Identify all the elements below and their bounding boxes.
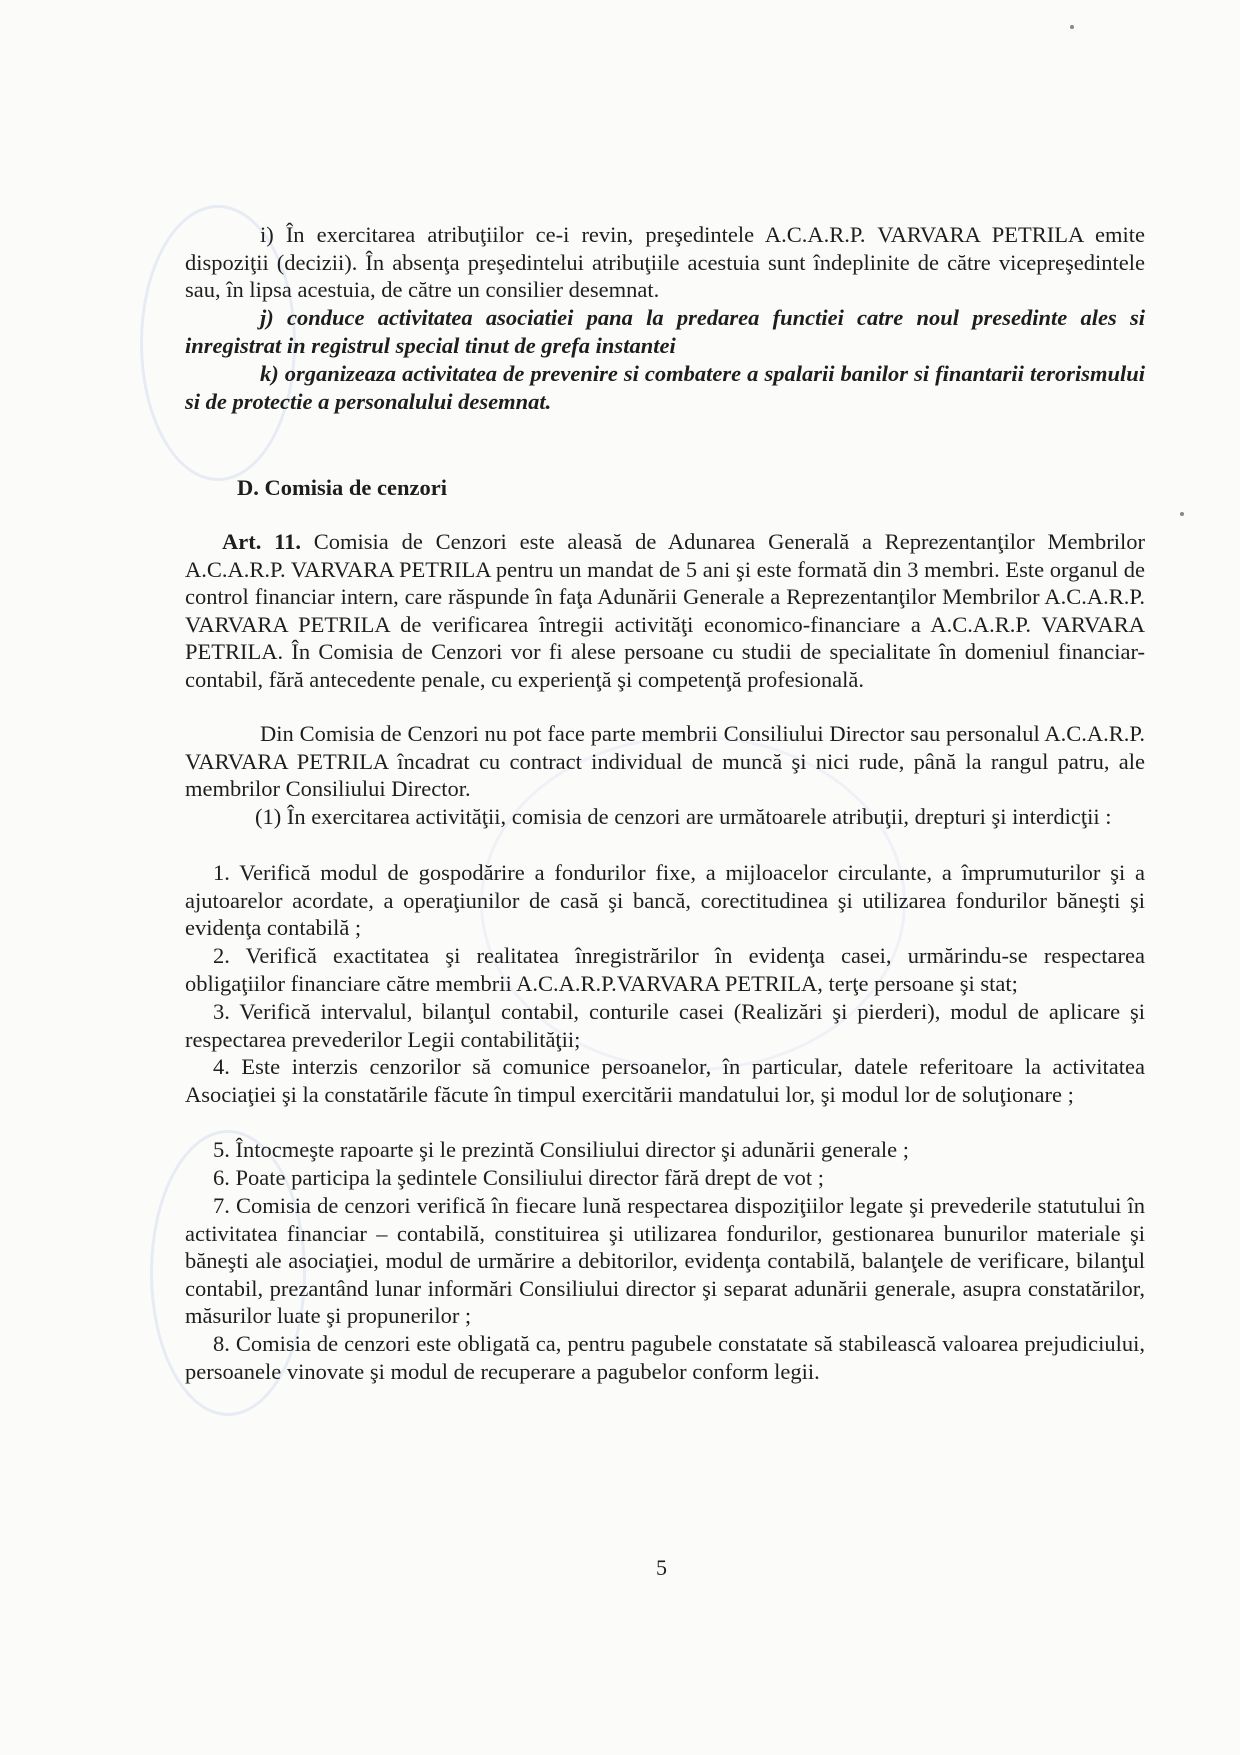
scan-speck — [1180, 512, 1184, 516]
paragraph-j: j) conduce activitatea asociatiei pana la predarea functiei catre noul presedinte ales si inregistrat in registrul special tinut de grefa instantei — [185, 305, 1145, 358]
paragraph-din: Din Comisia de Cenzori nu pot face parte membrii Consiliului Director sau personalul A.C.A.R.P. VARVARA PETRILA încadrat cu contract individual de muncă şi nici rude, până la rangul patru, ale membrilor Consiliului Director. — [185, 721, 1145, 801]
list-item-2: 2. Verifică exactitatea şi realitatea înregistrărilor în evidenţa casei, urmărindu-se respectarea obligaţiilor financiare către membrii A.C.A.R.P.VARVARA PETRILA, terţe persoane şi stat; — [185, 943, 1145, 996]
list-item-5: 5. Întocmeşte rapoarte şi le prezintă Consiliului director şi adunării generale ; — [213, 1137, 910, 1162]
paragraph-1: (1) În exercitarea activităţii, comisia de cenzori are următoarele atribuţii, drepturi şi interdicţii : — [255, 804, 1112, 829]
section-heading: D. Comisia de cenzori — [237, 475, 447, 500]
article-label: Art. 11. — [222, 529, 302, 554]
list-item-1: 1. Verifică modul de gospodărire a fondurilor fixe, a mijloacelor circulante, a împrumuturilor şi a ajutoarelor acordate, a operaţiunilor de casă şi bancă, corectitudinea şi utilizarea fondurilor băneşti şi evidenţa contabilă ; — [185, 860, 1145, 940]
list-item-7: 7. Comisia de cenzori verifică în fiecare lună respectarea dispoziţiilor legate şi prevederile statutului în activitatea financiar – contabilă, constituirea şi utilizarea fondurilor, gestionarea bunurilor materiale şi băneşti ale asociaţiei, modul de urmărire a debitorilor, evidenţa contabilă, balanţele de verificare, bilanţul contabil, prezantând lunar informări Consiliului director şi separat adunării generale, asupra constatărilor, măsurilor luate şi propunerilor ; — [185, 1193, 1145, 1328]
scan-speck — [1070, 25, 1074, 29]
list-item-3: 3. Verifică intervalul, bilanţul contabil, conturile casei (Realizări şi pierderi), modul de aplicare şi respectarea prevederilor Legii contabilităţii; — [185, 999, 1145, 1052]
page-number: 5 — [656, 1555, 667, 1580]
list-item-4: 4. Este interzis cenzorilor să comunice persoanelor, în particular, datele referitoare la activitatea Asociaţiei şi la constatările făcute în timpul exercitării mandatului lor, şi modul lor de soluţionare ; — [185, 1054, 1145, 1107]
article-paragraph — [185, 528, 1145, 693]
list-item-6: 6. Poate participa la şedintele Consiliului director fără drept de vot ; — [213, 1165, 825, 1190]
article-text: Comisia de Cenzori este aleasă de Adunarea Generală a Reprezentanţilor Membrilor A.C.A.R.P. VARVARA PETRILA pentru un mandat de 5 ani şi este formată din 3 membri. Este organul de control financiar intern, care răspunde în faţa Adunării Generale a Reprezentanţilor Membrilor A.C.A.R.P. VARVARA PETRILA de verificarea întregii activităţi economico-financiare a A.C.A.R.P. VARVARA PETRILA. În Comisia de Cenzori vor fi alese persoane cu studii de specialitate în domeniul financiar-contabil, fără antecedente penale, cu experienţă şi competenţă profesională. — [185, 529, 1145, 692]
list-item-8: 8. Comisia de cenzori este obligată ca, pentru pagubele constatate să stabilească valoarea prejudiciului, persoanele vinovate şi modul de recuperare a pagubelor conform legii. — [185, 1331, 1145, 1384]
paragraph-k: k) organizeaza activitatea de prevenire si combatere a spalarii banilor si finantarii terorismului si de protectie a personalului desemnat. — [185, 361, 1145, 414]
paragraph-i: i) În exercitarea atribuţiilor ce-i revin, preşedintele A.C.A.R.P. VARVARA PETRILA emite dispoziţii (decizii). În absenţa preşedintelui atribuţiile acestuia sunt îndeplinite de către vicepreşedintele sau, în lipsa acestuia, de către un consilier desemnat. — [185, 222, 1145, 302]
